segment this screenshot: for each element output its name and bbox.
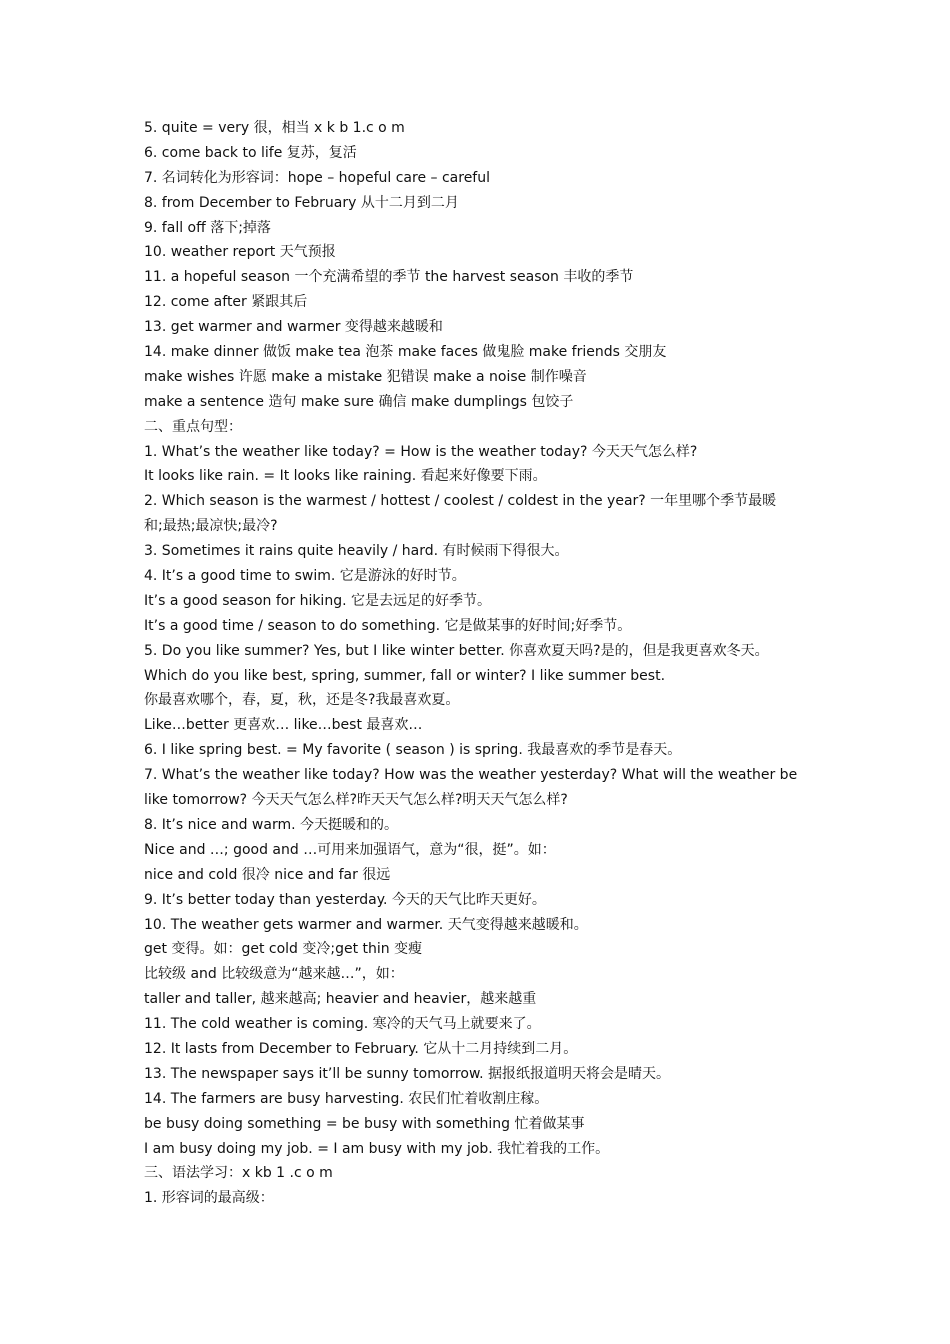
text-line: 1. What’s the weather like today? = How is the weather today? 今天天气怎么样? xyxy=(144,443,698,460)
document-body xyxy=(144,116,824,1211)
text-line: Like…better 更喜欢… like…best 最喜欢… xyxy=(144,717,423,734)
text-line: like tomorrow? 今天天气怎么样?昨天天气怎么样?明天天气怎么样? xyxy=(144,792,568,809)
text-line: 比较级 and 比较级意为“越来越…”，如： xyxy=(144,966,404,983)
text-line: 4. It’s a good time to swim. 它是游泳的好时节。 xyxy=(144,568,466,585)
text-line: 你最喜欢哪个，春，夏，秋，还是冬?我最喜欢夏。 xyxy=(144,692,460,709)
text-line: 13. get warmer and warmer 变得越来越暖和 xyxy=(144,319,443,336)
section-heading: 三、语法学习：x kb 1 .c o m xyxy=(144,1165,333,1182)
text-line: I am busy doing my job. = I am busy with my job. 我忙着我的工作。 xyxy=(144,1140,610,1157)
text-line: 8. It’s nice and warm. 今天挺暖和的。 xyxy=(144,816,399,833)
text-line: 2. Which season is the warmest / hottest / coolest / coldest in the year? 一年里哪个季节最暖 xyxy=(144,493,777,510)
text-line: It’s a good season for hiking. 它是去远足的好季节。 xyxy=(144,592,491,609)
text-line: 14. The farmers are busy harvesting. 农民们忙着收割庄稼。 xyxy=(144,1090,549,1107)
text-line: 5. Do you like summer? Yes, but I like winter better. 你喜欢夏天吗?是的，但是我更喜欢冬天。 xyxy=(144,642,769,659)
text-line: 10. The weather gets warmer and warmer. 天气变得越来越暖和。 xyxy=(144,916,588,933)
text-line: 8. from December to February 从十二月到二月 xyxy=(144,194,459,211)
text-line: 12. come after 紧跟其后 xyxy=(144,294,308,311)
section-heading: 二、重点句型： xyxy=(144,418,242,435)
text-line: 11. a hopeful season 一个充满希望的季节 the harvest season 丰收的季节 xyxy=(144,269,634,286)
text-line: 3. Sometimes it rains quite heavily / hard. 有时候雨下得很大。 xyxy=(144,543,569,560)
text-line: make a sentence 造句 make sure 确信 make dumplings 包饺子 xyxy=(144,393,574,410)
text-line: be busy doing something = be busy with something 忙着做某事 xyxy=(144,1115,585,1132)
text-line: taller and taller, 越来越高; heavier and heavier，越来越重 xyxy=(144,991,537,1008)
text-line: 11. The cold weather is coming. 寒冷的天气马上就要来了。 xyxy=(144,1016,541,1033)
text-line: Nice and …; good and …可用来加强语气，意为“很，挺”。如： xyxy=(144,841,556,858)
text-line: 和;最热;最凉快;最冷? xyxy=(144,518,278,535)
text-line: nice and cold 很冷 nice and far 很远 xyxy=(144,866,391,883)
text-line: It looks like rain. = It looks like raining. 看起来好像要下雨。 xyxy=(144,468,547,485)
text-line: 7. 名词转化为形容词：hope – hopeful care – careful xyxy=(144,169,490,186)
text-line: 14. make dinner 做饭 make tea 泡茶 make faces 做鬼脸 make friends 交朋友 xyxy=(144,344,667,361)
text-line: 5. quite = very 很，相当 x k b 1.c o m xyxy=(144,120,405,136)
text-line: 6. I like spring best. = My favorite ( season ) is spring. 我最喜欢的季节是春天。 xyxy=(144,742,682,759)
text-line: 13. The newspaper says it’ll be sunny tomorrow. 据报纸报道明天将会是晴天。 xyxy=(144,1065,671,1082)
text-line: 1. 形容词的最高级： xyxy=(144,1190,274,1207)
text-line: 10. weather report 天气预报 xyxy=(144,244,336,261)
text-line: 6. come back to life 复苏，复活 xyxy=(144,144,357,161)
text-line: It’s a good time / season to do something. 它是做某事的好时间;好季节。 xyxy=(144,617,632,634)
text-line: 7. What’s the weather like today? How was the weather yesterday? What will the weather be xyxy=(144,767,798,784)
text-line: get 变得。如：get cold 变冷;get thin 变瘦 xyxy=(144,941,423,958)
text-line: 9. It’s better today than yesterday. 今天的天气比昨天更好。 xyxy=(144,891,546,908)
text-line: 9. fall off 落下;掉落 xyxy=(144,219,271,236)
text-line: make wishes 许愿 make a mistake 犯错误 make a noise 制作噪音 xyxy=(144,368,587,385)
text-line: 12. It lasts from December to February. 它从十二月持续到二月。 xyxy=(144,1040,578,1057)
text-line: Which do you like best, spring, summer, fall or winter? I like summer best. xyxy=(144,667,666,684)
